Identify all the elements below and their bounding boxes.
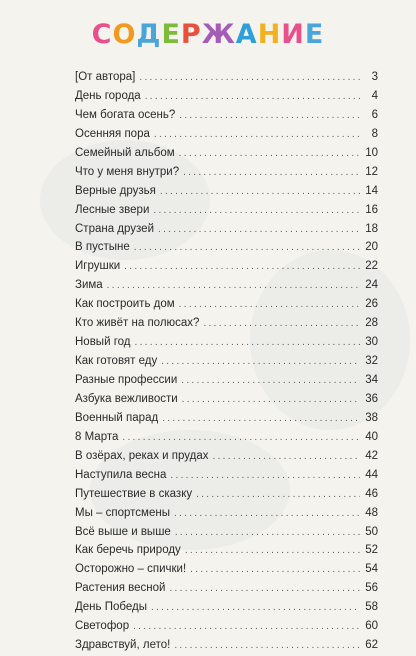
dot-leader (139, 69, 360, 88)
toc-entry-title: День города (75, 89, 141, 102)
toc-entry[interactable] (75, 560, 378, 579)
toc-entry-page-number: 62 (365, 639, 378, 652)
toc-entry-page-number: 4 (371, 89, 378, 102)
toc-entry-title: Военный парад (75, 411, 159, 424)
toc-entry-page-number: 56 (365, 582, 378, 595)
dot-leader (124, 258, 360, 277)
toc-entry-title: Наступила весна (75, 468, 167, 481)
dot-leader (158, 221, 360, 240)
table-of-contents (75, 68, 378, 655)
dot-leader (151, 599, 360, 618)
toc-entry-page-number: 3 (371, 71, 378, 83)
dot-leader (135, 334, 361, 353)
toc-entry-title: Азбука вежливости (75, 392, 178, 405)
toc-entry-page-number: 60 (365, 620, 378, 633)
toc-entry-page-number: 18 (365, 222, 378, 235)
toc-entry[interactable] (75, 523, 378, 542)
toc-entry[interactable] (75, 428, 378, 447)
toc-entry[interactable] (75, 276, 378, 295)
toc-entry-page-number: 32 (365, 355, 378, 368)
dot-leader (161, 353, 360, 372)
toc-entry-title: Как построить дом (75, 298, 175, 311)
toc-entry-page-number: 20 (365, 241, 378, 254)
dot-leader (154, 126, 360, 145)
dot-leader (181, 372, 360, 391)
toc-entry[interactable] (75, 598, 378, 617)
toc-entry[interactable] (75, 541, 378, 560)
toc-entry[interactable] (75, 68, 378, 87)
toc-entry-page-number: 54 (365, 563, 378, 576)
dot-leader (174, 505, 360, 524)
title-letter: Е (161, 19, 181, 50)
toc-entry-title: Верные друзья (75, 184, 156, 197)
toc-entry-page-number: 52 (365, 544, 378, 557)
toc-entry-page-number: 28 (365, 317, 378, 330)
toc-entry[interactable] (75, 504, 378, 523)
toc-entry-title: Здравствуй, лето! (75, 639, 171, 652)
toc-entry-page-number: 16 (365, 203, 378, 216)
toc-entry-page-number: 42 (365, 449, 378, 462)
toc-entry-title: Новый год (75, 336, 131, 349)
dot-leader (175, 524, 360, 543)
toc-entry-page-number: 48 (365, 506, 378, 519)
page-title (0, 18, 416, 52)
toc-entry-page-number: 26 (365, 298, 378, 311)
toc-entry-page-number: 38 (365, 411, 378, 424)
toc-entry[interactable] (75, 617, 378, 636)
toc-entry-title: День Победы (75, 601, 147, 614)
toc-entry-page-number: 14 (365, 184, 378, 197)
title-letter: А (235, 19, 258, 50)
toc-entry-page-number: 46 (365, 487, 378, 500)
toc-entry[interactable] (75, 163, 378, 182)
toc-entry[interactable] (75, 447, 378, 466)
toc-entry-title: Игрушки (75, 260, 121, 273)
toc-entry[interactable] (75, 295, 378, 314)
toc-entry-page-number: 12 (365, 165, 378, 178)
toc-entry-page-number: 6 (371, 108, 378, 121)
toc-entry-page-number: 40 (365, 430, 378, 443)
toc-entry[interactable] (75, 636, 378, 655)
title-letter: О (112, 19, 137, 50)
toc-entry[interactable] (75, 409, 378, 428)
dot-leader (203, 315, 360, 334)
toc-entry-title: Светофор (75, 620, 130, 633)
toc-entry-title: Семейный альбом (75, 146, 175, 159)
toc-entry-title: Что у меня внутри? (75, 165, 180, 178)
toc-entry[interactable] (75, 87, 378, 106)
toc-entry-title: В озёрах, реках и прудах (75, 449, 209, 462)
toc-entry[interactable] (75, 579, 378, 598)
toc-entry-title: Лесные звери (75, 203, 150, 216)
toc-entry-title: [От автора] (75, 71, 136, 83)
dot-leader (162, 410, 360, 429)
dot-leader (183, 164, 360, 183)
toc-entry[interactable] (75, 257, 378, 276)
toc-entry-page-number: 30 (365, 336, 378, 349)
toc-entry-page-number: 24 (365, 279, 378, 292)
toc-entry-title: Осторожно – спички! (75, 563, 187, 576)
toc-entry-title: Осенняя пора (75, 127, 150, 140)
toc-entry[interactable] (75, 125, 378, 144)
toc-entry-title: В пустыне (75, 241, 130, 254)
toc-entry-page-number: 44 (365, 468, 378, 481)
dot-leader (169, 580, 360, 599)
dot-leader (196, 486, 360, 505)
toc-entry[interactable] (75, 220, 378, 239)
toc-entry[interactable] (75, 144, 378, 163)
dot-leader (122, 429, 360, 448)
toc-entry-title: Растения весной (75, 582, 166, 595)
dot-leader (107, 277, 360, 296)
dot-leader (179, 145, 360, 164)
dot-leader (179, 296, 360, 315)
toc-entry-title: Кто живёт на полюсах? (75, 317, 200, 330)
toc-entry[interactable] (75, 352, 378, 371)
title-letter: Ж (201, 19, 236, 50)
toc-entry-page-number: 8 (371, 127, 378, 140)
toc-entry-title: Зима (75, 279, 103, 292)
toc-entry[interactable] (75, 466, 378, 485)
dot-leader (145, 88, 360, 107)
toc-entry-title: Как готовят еду (75, 355, 158, 368)
dot-leader (185, 542, 360, 561)
toc-entry[interactable] (75, 333, 378, 352)
toc-entry-page-number: 22 (365, 260, 378, 273)
dot-leader (160, 183, 360, 202)
toc-entry-page-number: 10 (365, 146, 378, 159)
toc-entry[interactable] (75, 371, 378, 390)
toc-entry[interactable] (75, 182, 378, 201)
toc-entry-title: Мы – спортсмены (75, 506, 170, 519)
toc-entry[interactable] (75, 485, 378, 504)
toc-entry-page-number: 36 (365, 392, 378, 405)
toc-entry-page-number: 58 (365, 601, 378, 614)
title-letter: И (281, 19, 305, 50)
toc-entry-title: Страна друзей (75, 222, 154, 235)
title-letter: С (91, 19, 113, 50)
toc-entry-title: Как беречь природу (75, 544, 181, 557)
title-letter: Р (180, 19, 202, 50)
dot-leader (174, 637, 360, 656)
dot-leader (134, 239, 360, 258)
dot-leader (153, 202, 360, 221)
toc-entry-page-number: 50 (365, 525, 378, 538)
title-letter: Д (136, 19, 162, 50)
toc-entry-title: Всё выше и выше (75, 525, 171, 538)
title-letter: Е (304, 19, 325, 50)
title-letter: Н (257, 19, 282, 50)
toc-entry-title: 8 Марта (75, 430, 119, 443)
toc-entry[interactable] (75, 201, 378, 220)
dot-leader (170, 467, 360, 486)
dot-leader (133, 618, 360, 637)
toc-entry-title: Разные профессии (75, 374, 178, 386)
dot-leader (179, 107, 360, 126)
dot-leader (190, 561, 360, 580)
toc-entry[interactable] (75, 314, 378, 333)
toc-entry[interactable] (75, 390, 378, 409)
dot-leader (182, 391, 360, 410)
toc-entry[interactable] (75, 106, 378, 125)
toc-entry-title: Чем богата осень? (75, 108, 176, 121)
toc-entry[interactable] (75, 238, 378, 257)
dot-leader (213, 448, 361, 467)
toc-entry-page-number: 34 (365, 374, 378, 386)
toc-entry-title: Путешествие в сказку (75, 487, 193, 500)
